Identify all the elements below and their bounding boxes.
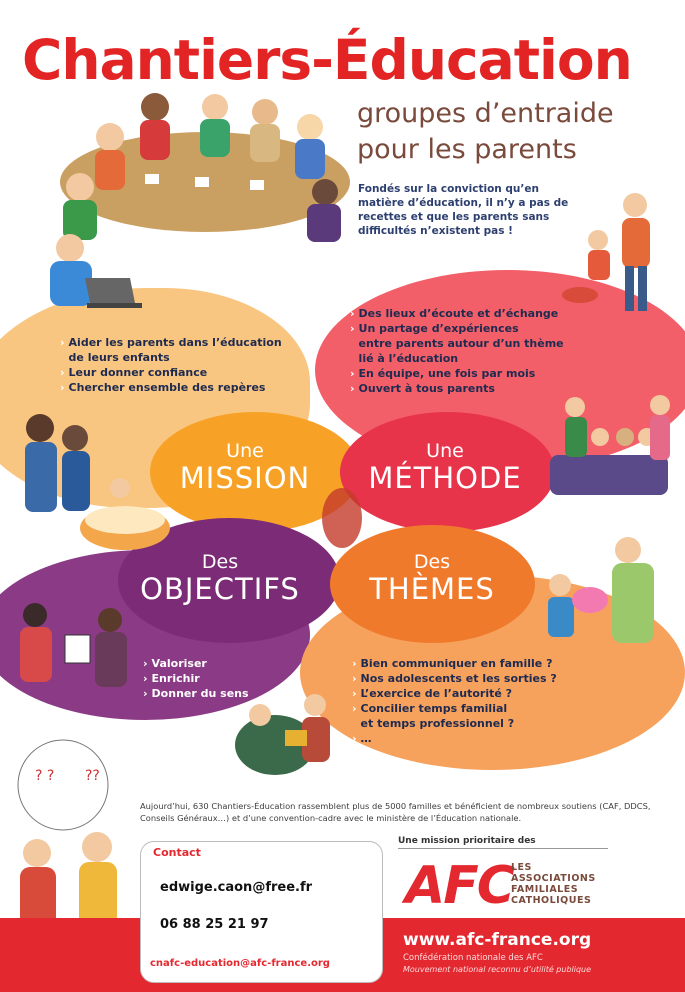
mission-item: › Chercher ensemble des repères: [60, 381, 266, 394]
themes-item: › …: [352, 732, 372, 745]
themes-item: › Bien communiquer en famille ?: [352, 657, 553, 670]
methode-big: MÉTHODE: [368, 461, 522, 495]
methode-small: Une: [426, 440, 464, 462]
methode-item: › En équipe, une fois par mois: [350, 367, 536, 380]
themes-item: › Concilier temps familial: [352, 702, 508, 715]
mission-prioritaire-text: Une mission prioritaire des: [398, 836, 536, 846]
themes-small: Des: [413, 551, 451, 573]
methode-item: lié à l’éducation: [358, 352, 459, 365]
mission-small: Une: [226, 440, 264, 462]
contact-email-secondary[interactable]: cnafc-education@afc-france.org: [150, 958, 330, 969]
objectifs-item: › Valoriser: [143, 657, 207, 670]
subtitle-line-1: groupes d’entraide: [357, 98, 614, 129]
objectifs-small: Des: [201, 551, 239, 573]
footer-text: Aujourd’hui, 630 Chantiers-Éducation rassemblent plus de 5000 familles et bénéficient de nombreux soutiens (CAF, DDCS, Conseils Généraux…) et d’une convention-cadre avec le ministère de l’Éducation nationale.: [140, 801, 651, 823]
methode-item: entre parents autour d’un thème: [358, 337, 564, 350]
objectifs-label: [125, 551, 315, 605]
contact-phone[interactable]: 06 88 25 21 97: [160, 917, 269, 932]
meeting-table-illustration: [45, 82, 355, 242]
themes-item: › Nos adolescents et les sorties ?: [352, 672, 557, 685]
center-overlap: [322, 488, 362, 548]
svg-text:??: ??: [85, 768, 100, 784]
divider: [398, 848, 608, 849]
themes-list: [352, 656, 557, 746]
afc-logo-words: LES ASSOCIATIONS FAMILIALES CATHOLIQUES: [511, 862, 596, 906]
kids-and-adult-illustration: [10, 600, 140, 700]
themes-item: et temps professionnel ?: [360, 717, 515, 730]
methode-item: › Ouvert à tous parents: [350, 382, 495, 395]
methode-label: [355, 440, 535, 494]
group-sofa-illustration: [545, 395, 675, 520]
mission-item: › Aider les parents dans l’éducation: [60, 336, 282, 349]
reading-bed-illustration: [230, 685, 350, 780]
intro-text: Fondés sur la conviction qu’en matière d’éducation, il n’y a pas de recettes et que les parents sans difficultés n’existent pas !: [358, 183, 569, 237]
subtitle-line-2: pour les parents: [357, 134, 577, 165]
objectifs-big: OBJECTIFS: [140, 572, 300, 606]
objectifs-item: › Donner du sens: [143, 687, 249, 700]
afc-logo: AFC: [405, 856, 513, 916]
parent-toddler-illustration: [560, 190, 670, 320]
piggybank-illustration: [530, 535, 670, 660]
page-title: Chantiers-Éducation: [22, 28, 632, 92]
themes-item: › L’exercice de l’autorité ?: [352, 687, 513, 700]
mission-list: [60, 335, 282, 395]
contact-title: Contact: [153, 846, 201, 859]
contact-email[interactable]: edwige.caon@free.fr: [160, 880, 313, 895]
afc-url-link[interactable]: www.afc-france.org: [403, 930, 592, 950]
mission-item: de leurs enfants: [68, 351, 170, 364]
afc-confederation: Confédération nationale des AFC: [403, 953, 543, 963]
svg-text:? ?: ? ?: [35, 768, 55, 784]
methode-list: [350, 306, 564, 396]
afc-mouvement: Mouvement national reconnu d’utilité publique: [403, 965, 592, 974]
methode-item: › Un partage d’expériences: [350, 322, 519, 335]
mission-big: MISSION: [179, 461, 311, 495]
family-illustration: [10, 408, 190, 558]
methode-item: › Des lieux d’écoute et d’échange: [350, 307, 559, 320]
themes-label: [352, 551, 512, 605]
mission-item: › Leur donner confiance: [60, 366, 208, 379]
themes-big: THÈMES: [369, 572, 495, 606]
laptop-person-illustration: [35, 228, 145, 313]
objectifs-item: › Enrichir: [143, 672, 200, 685]
